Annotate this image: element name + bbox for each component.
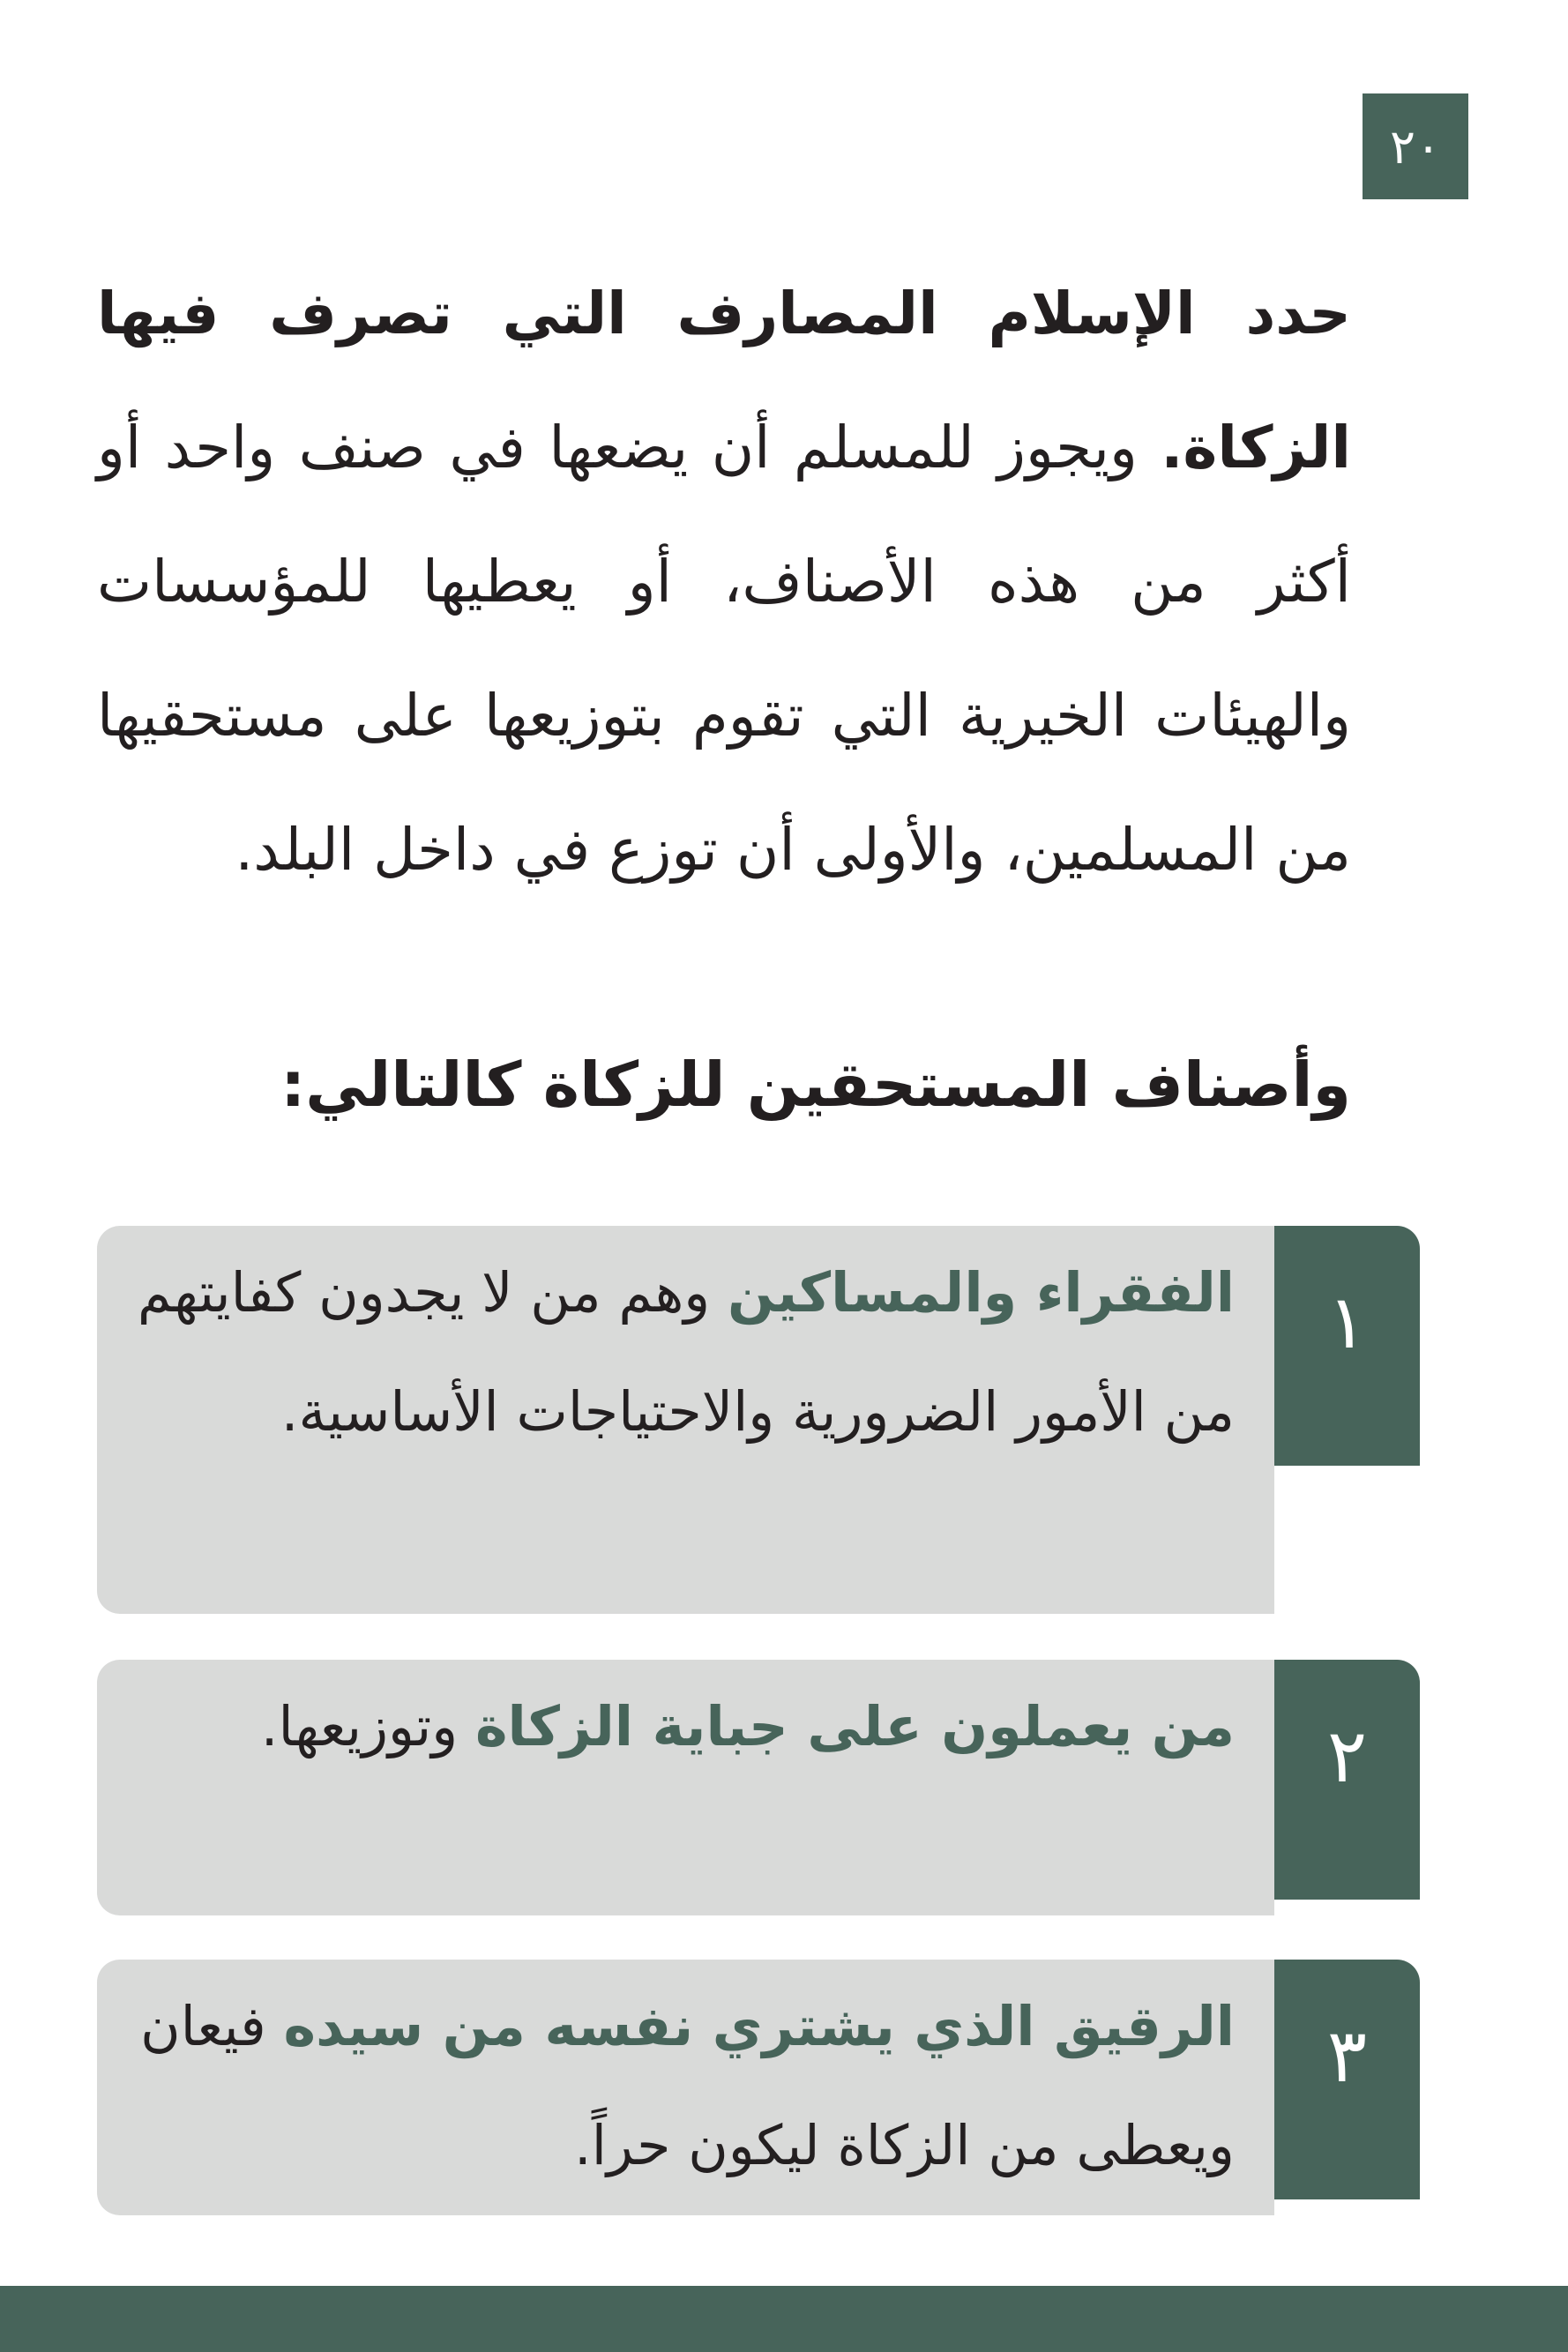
category-item-2 xyxy=(97,1660,1420,1915)
category-text-box xyxy=(97,1960,1274,2215)
category-description: فيعان ويعطى من الزكاة ليكون حراً. xyxy=(140,1994,1235,2177)
category-item-3 xyxy=(97,1960,1420,2215)
intro-bold-lead: حدد الإسلام المصارف التي تصرف فيها الزكاة. xyxy=(97,280,1351,482)
page-number: ٢٠ xyxy=(1363,93,1468,199)
category-description: وتوزيعها. xyxy=(260,1694,475,1758)
category-item-1 xyxy=(97,1226,1420,1614)
category-number: ٢ xyxy=(1274,1660,1420,1900)
category-title: الفقراء والمساكين xyxy=(727,1260,1235,1325)
category-text-box xyxy=(97,1226,1274,1614)
category-number: ١ xyxy=(1274,1226,1420,1466)
categories-heading: وأصناف المستحقين للزكاة كالتالي: xyxy=(280,1049,1351,1121)
intro-paragraph xyxy=(97,247,1351,917)
category-text-box xyxy=(97,1660,1274,1915)
category-title: من يعملون على جباية الزكاة xyxy=(474,1694,1235,1758)
category-number: ٣ xyxy=(1274,1960,1420,2199)
category-description: وهم من لا يجدون كفايتهم من الأمور الضرورية والاحتياجات الأساسية. xyxy=(137,1260,1235,1444)
intro-body: ويجوز للمسلم أن يضعها في صنف واحد أو أكثر من هذه الأصناف، أو يعطيها للمؤسسات والهيئات الخيرية التي تقوم بتوزيعها على مستحقيها من المسلمين، والأولى أن توزع في داخل البلد. xyxy=(97,414,1351,884)
category-title: الرقيق الذي يشتري نفسه من سيده xyxy=(283,1994,1235,2058)
footer-band xyxy=(0,2286,1568,2352)
